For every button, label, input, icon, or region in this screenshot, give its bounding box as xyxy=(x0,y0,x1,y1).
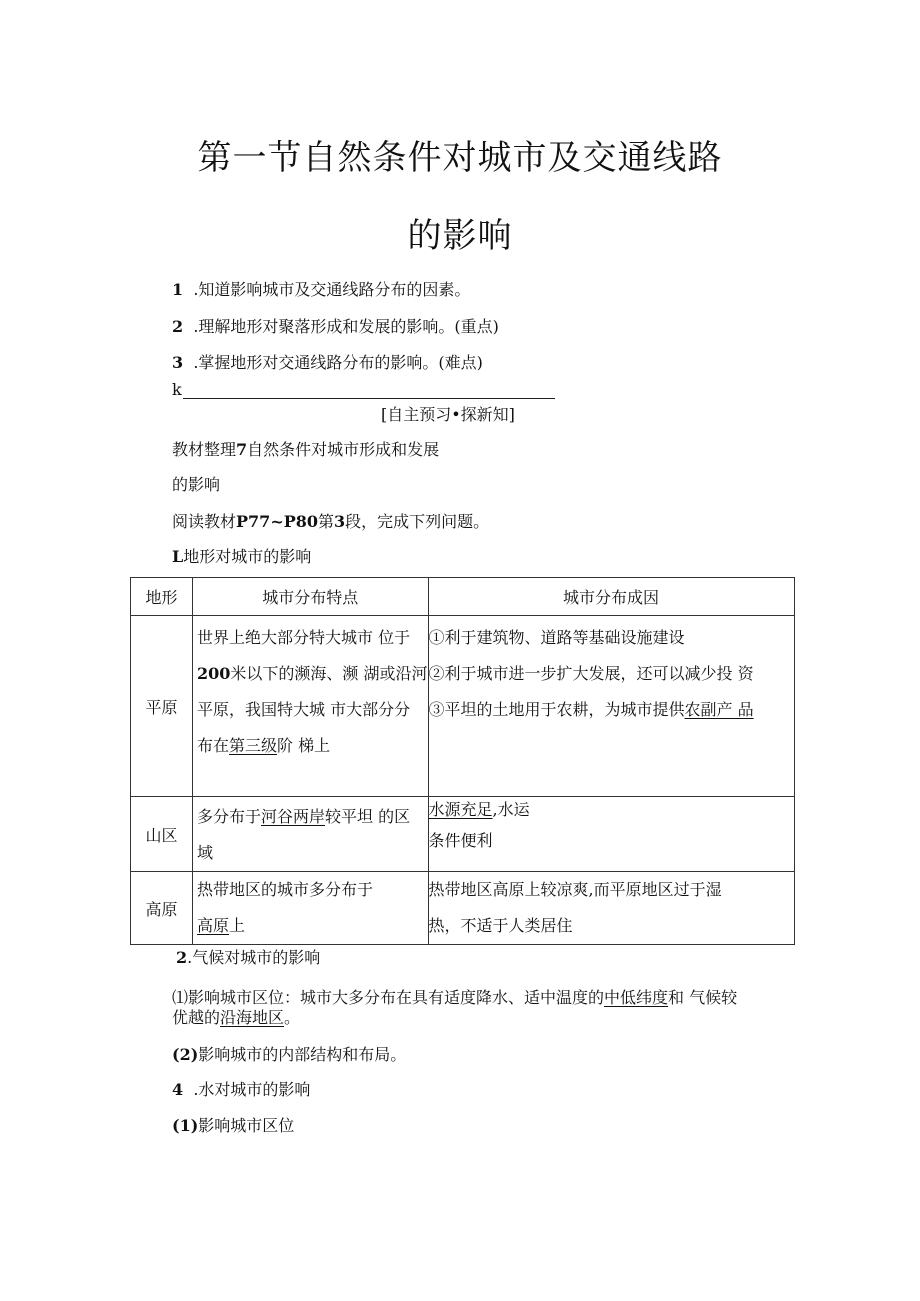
material-heading-a: 教材整理 xyxy=(172,440,237,459)
section-2-text: .气候对城市的影响 xyxy=(187,948,321,967)
divider-line xyxy=(183,398,555,399)
section-1-heading xyxy=(172,544,311,567)
answer-underlined: 河谷两岸 xyxy=(261,807,326,826)
table-row xyxy=(131,797,795,872)
water-text: 影响城市区位 xyxy=(198,1116,295,1135)
header-cell: 城市分布特点 xyxy=(193,578,429,616)
header-cell: 城市分布成因 xyxy=(428,578,794,616)
climate-text: 优越的 xyxy=(172,1008,221,1027)
reason-line xyxy=(429,692,794,728)
feature-cell xyxy=(193,797,429,872)
objective-3 xyxy=(172,350,483,373)
section-2-heading xyxy=(176,945,320,968)
terrain-label: 平原 xyxy=(131,616,193,797)
objective-number: 1 xyxy=(172,280,184,299)
feature-line xyxy=(197,908,428,944)
answer-underlined: 农副产 品 xyxy=(684,700,754,719)
section-1-number: L xyxy=(172,547,184,566)
reason-cell xyxy=(428,616,794,797)
section-4-number: 4 xyxy=(172,1080,184,1099)
reason-line: 热，不适于人类居住 xyxy=(428,916,573,935)
answer-underlined: 中低纬度 xyxy=(604,988,669,1007)
table-row xyxy=(131,616,795,797)
feature-line xyxy=(197,799,428,835)
objective-text: .知道影响城市及交通线路分布的因素。 xyxy=(193,280,471,299)
table-header-row xyxy=(131,578,795,616)
reason-cell xyxy=(428,797,794,872)
answer-underlined: 沿海地区 xyxy=(220,1008,285,1027)
reason-line: 热带地区高原上较凉爽,而平原地区过于湿 xyxy=(428,880,722,899)
section-1-text: 地形对城市的影响 xyxy=(183,547,312,566)
feature-line: 世界上绝大部分特大城市 位于 xyxy=(197,628,411,647)
objective-2 xyxy=(172,314,499,337)
reason-line: ②利于城市进一步扩大发展，还可以减少投 资 xyxy=(428,664,754,683)
material-heading-c: 自然条件对城市形成和发展 xyxy=(247,440,440,459)
objective-number: 2 xyxy=(172,317,184,336)
water-para-1 xyxy=(172,1113,294,1136)
feature-line xyxy=(197,728,428,764)
divider-prefix: k xyxy=(172,380,182,399)
feature-text: 阶 梯上 xyxy=(277,736,331,755)
climate-text: 影响城市的内部结构和布局。 xyxy=(198,1045,407,1064)
page-title-line2: 的影响 xyxy=(407,216,513,256)
section-4-heading xyxy=(172,1077,310,1100)
material-heading-cont: 的影响 xyxy=(172,475,221,494)
feature-text: 多分布于 xyxy=(197,807,262,826)
reading-instruction xyxy=(172,509,489,532)
material-heading-num: 7 xyxy=(236,440,248,459)
objective-1 xyxy=(172,277,470,300)
section-4-text: .水对城市的影响 xyxy=(193,1080,311,1099)
terrain-label: 高原 xyxy=(131,872,193,945)
feature-cell xyxy=(193,616,429,797)
objective-number: 3 xyxy=(172,353,184,372)
reading-c: 第 xyxy=(318,512,335,531)
objective-text: .理解地形对聚落形成和发展的影响。(重点) xyxy=(193,317,499,336)
reason-line: 条件便利 xyxy=(428,831,493,850)
reading-e: 段，完成下列问题。 xyxy=(345,512,490,531)
feature-text: 布在 xyxy=(197,736,230,755)
section-label: [自主预习•探新知] xyxy=(381,405,515,424)
section-2-number: 2 xyxy=(176,948,188,967)
answer-underlined: 水源充足 xyxy=(428,800,493,819)
reading-pages: P77~P80 xyxy=(236,512,319,531)
feature-line: 域 xyxy=(197,843,214,862)
terrain-label: 山区 xyxy=(131,797,193,872)
reason-text: ③平坦的土地用于农耕，为城市提供 xyxy=(428,700,685,719)
climate-para-1-line-2 xyxy=(172,1005,300,1028)
climate-para-2 xyxy=(172,1042,406,1065)
terrain-table xyxy=(130,577,795,945)
feature-cell xyxy=(193,872,429,945)
item-number: (2) xyxy=(172,1045,199,1064)
page-title-line1: 第一节自然条件对城市及交通线路 xyxy=(197,138,723,178)
reason-cell xyxy=(428,872,794,945)
header-cell: 地形 xyxy=(131,578,193,616)
reading-a: 阅读教材 xyxy=(172,512,237,531)
feature-line: 热带地区的城市多分布于 xyxy=(197,880,374,899)
reason-line xyxy=(429,797,794,823)
feature-line xyxy=(197,656,428,692)
feature-text: 较平坦 的区 xyxy=(325,807,411,826)
answer-underlined: 高原 xyxy=(197,916,230,935)
reason-line: ①利于建筑物、道路等基础设施建设 xyxy=(428,628,685,647)
altitude-value: 200 xyxy=(197,664,231,683)
answer-underlined: 第三级 xyxy=(229,736,278,755)
objective-text: .掌握地形对交通线路分布的影响。(难点) xyxy=(193,353,483,372)
material-heading xyxy=(172,437,439,460)
reading-para: 3 xyxy=(334,512,346,531)
feature-text: 米以下的濒海、濒 湖或沿河 xyxy=(230,664,428,683)
item-number: (1) xyxy=(172,1116,199,1135)
reason-text: ,水运 xyxy=(492,800,530,819)
table-row xyxy=(131,872,795,945)
climate-text: ⑴影响城市区位：城市大多分布在具有适度降水、适中温度的 xyxy=(172,988,605,1007)
climate-text: 。 xyxy=(284,1008,301,1027)
climate-text: 和 气候较 xyxy=(668,988,738,1007)
feature-text: 上 xyxy=(229,916,246,935)
feature-line: 平原，我国特大城 市大部分分 xyxy=(197,700,411,719)
